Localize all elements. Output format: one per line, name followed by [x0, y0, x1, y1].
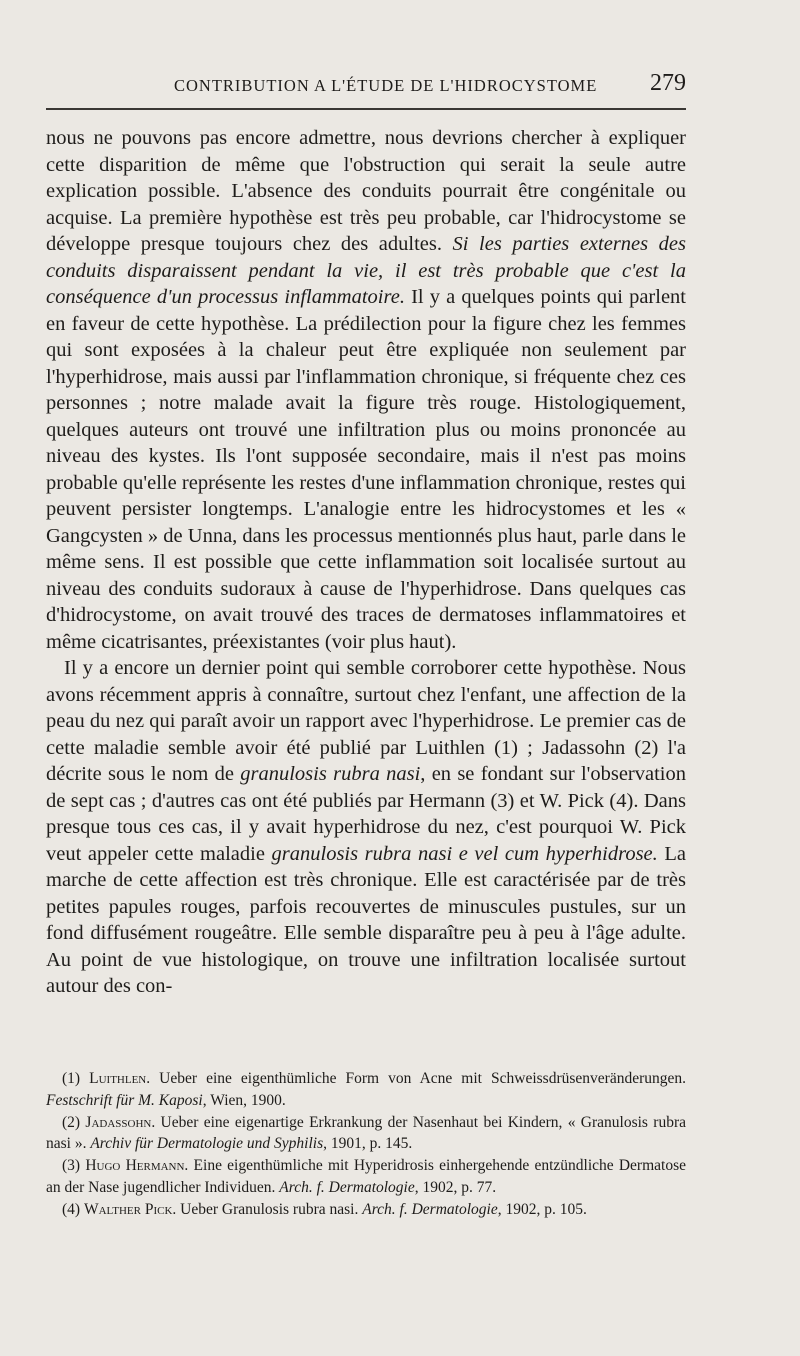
paragraph-1-text-c: Il y a quelques points qui parlent en faveur de cette hypothèse. La prédilection pour la figure chez les femmes qui sont exposées à la chaleur peut être expliquée non seulement par l'hyperhidrose, mais aussi par l'inflammation chronique, si fréquente chez ces personnes ; notre malade avait la figure très rouge. Histologiquement, quelques auteurs ont trouvé une infiltration plus ou moins prononcée au niveau des kystes. Ils l'ont supposée secondaire, mais il n'est pas moins probable qu'elle représente les restes d'une inflammation chronique, restes qui peuvent persister longtemps. L'analogie entre les hidrocystomes et les « Gangcysten » de Unna, dans les processus mentionnés plus haut, parle dans le même sens. Il est possible que cette inflammation soit localisée surtout au niveau des conduits sudoraux à cause de l'hyperhidrose. Dans quelques cas d'hidrocystome, on avait trouvé des traces de dermatoses inflammatoires et même cicatrisantes, préexistantes (voir plus haut). — [46, 286, 686, 653]
footnote-number: (4) — [62, 1200, 84, 1218]
footnotes — [46, 1068, 686, 1221]
footnote-author: Luithlen. — [89, 1070, 151, 1087]
header-rule — [46, 108, 686, 110]
footnote-text: Ueber eine eigenartige Erkrankung der Nasenhaut bei Kindern, « Granulosis rubra nasi ». — [46, 1113, 686, 1153]
footnote-number: (1) — [62, 1070, 90, 1087]
footnote-source: Arch. f. Dermatologie — [279, 1178, 415, 1196]
footnote-text-end: , Wien, 1900. — [202, 1091, 286, 1109]
footnote-source: Archiv für Dermatologie und Syphilis — [90, 1135, 324, 1153]
footnote-text: Eine eigenthümliche mit Hyperidrosis einhergehende entzündliche Dermatose an der Nase jugendlicher Individuen. — [46, 1157, 687, 1196]
footnote — [46, 1155, 686, 1199]
footnote-text: Ueber Granulosis rubra nasi. — [176, 1200, 363, 1218]
paragraph-2-text-e: La marche de cette affection est très chronique. Elle est caractérisée par de très petites papules rouges, parfois recouvertes de minuscules pustules, sur un fond diffusément rougeâtre. Elle semble disparaître peu à peu à l'âge adulte. Au point de vue histologique, on trouve une infiltration localisée surtout autour des con- — [46, 842, 686, 997]
footnote-text-end: , 1902, p. 105. — [497, 1200, 587, 1218]
footnote-text-end: , 1901, p. 145. — [323, 1135, 413, 1153]
footnote-author: Hugo Hermann. — [85, 1157, 189, 1175]
footnote-number: (2) — [62, 1113, 86, 1131]
footnote — [46, 1068, 686, 1112]
footnote-source: Arch. f. Dermatologie — [362, 1200, 498, 1218]
main-text — [46, 125, 686, 1000]
footnote-number: (3) — [62, 1157, 86, 1175]
running-header — [46, 70, 686, 102]
footnote — [46, 1112, 686, 1156]
paragraph-2-italic-1: granulosis rubra nasi — [240, 763, 421, 785]
paragraph-1-text-a: nous ne pouvons pas encore admettre, nous devrions chercher à expliquer cette disparition de même que l'obstruction qui serait la seule autre explication possible. L'absence des conduits pourrait être congénitale ou acquise. La première hypothèse est très peu probable, car l'hidrocystome se développe presque toujours chez des adultes. — [46, 127, 686, 255]
paragraph-2-italic-2: granulosis rubra nasi e vel cum hyperhidrose. — [271, 842, 658, 865]
footnote-source: Festschrift für M. Kaposi — [46, 1091, 203, 1109]
page-number: 279 — [650, 70, 686, 96]
footnote-author: Walther Pick. — [83, 1200, 177, 1218]
paragraph-1-italic: Si les parties externes des conduits disparaissent pendant la vie, il est très probable que c'est la conséquence d'un processus inflammatoire. — [46, 233, 686, 308]
paragraph-2-text-a: Il y a encore un dernier point qui semble corroborer cette hypothèse. Nous avons récemment appris à connaître, surtout chez l'enfant, une affection de la peau du nez qui paraît avoir un rapport avec l'hyperhidrose. Le premier cas de cette maladie semble avoir été publié par Luithlen (1) ; Jadassohn (2) l'a décrite sous le nom de — [46, 657, 686, 785]
paragraph-2-text-c: , en se fondant sur l'observation de sept cas ; d'autres cas ont été publiés par Hermann (3) et W. Pick (4). Dans presque tous ces cas, il y avait hyperhidrose du nez, c'est pourquoi W. Pick veut appeler cette maladie — [46, 763, 686, 865]
paragraph-2 — [46, 655, 686, 1000]
paragraph-1 — [46, 125, 686, 655]
footnote-text: Ueber eine eigenthümliche Form von Acne mit Schweissdrüsenveränderungen. — [150, 1070, 687, 1087]
footnote — [46, 1199, 686, 1221]
running-title: CONTRIBUTION A L'ÉTUDE DE L'HIDROCYSTOME — [174, 76, 598, 95]
footnote-text-end: , 1902, p. 77. — [414, 1178, 497, 1196]
footnote-author: Jadassohn. — [85, 1113, 156, 1131]
